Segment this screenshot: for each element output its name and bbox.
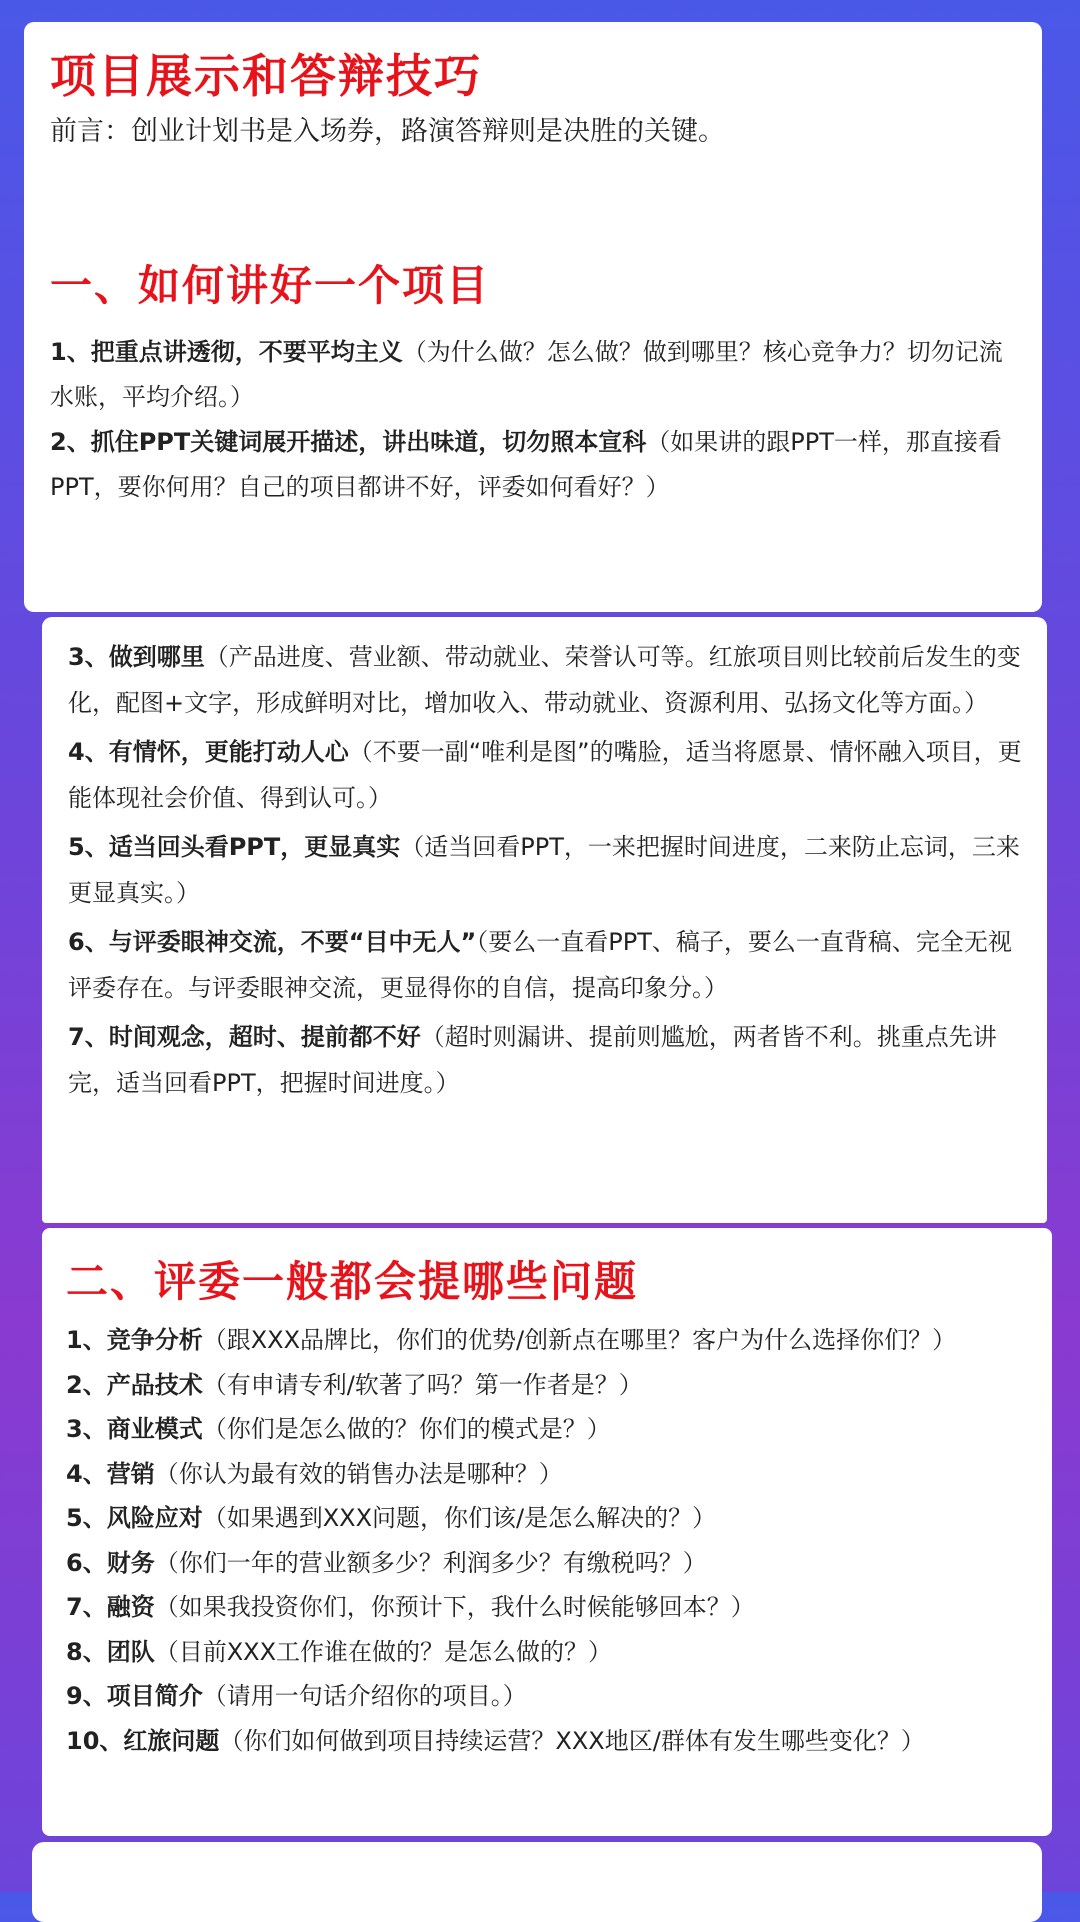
list-item: 8、团队（目前XXX工作谁在做的？是怎么做的？）: [66, 1637, 613, 1666]
list-item: 7、时间观念，超时、提前都不好（超时则漏讲、提前则尴尬，两者皆不利。挑重点先讲完，适当回看PPT，把握时间进度。）: [68, 1023, 997, 1097]
intro-text: 前言：创业计划书是入场券，路演答辩则是决胜的关键。: [50, 116, 725, 147]
card-intro: [24, 22, 1042, 612]
list-item: 10、红旅问题（你们如何做到项目持续运营？XXX地区/群体有发生哪些变化？）: [66, 1726, 925, 1755]
section-1-list: [50, 330, 1020, 510]
list-item: 7、融资（如果我投资你们，你预计下，我什么时候能够回本？）: [66, 1593, 755, 1621]
list-item: 5、风险应对（如果遇到XXX问题，你们该/是怎么解决的？）: [66, 1504, 717, 1532]
section-2-title: 二、评委一般都会提哪些问题: [66, 1257, 639, 1306]
page-title: 项目展示和答辩技巧: [50, 49, 482, 103]
list-item: 6、财务（你们一年的营业额多少？利润多少？有缴税吗？）: [66, 1548, 707, 1577]
list-item: 5、适当回头看PPT，更显真实（适当回看PPT，一来把握时间进度，二来防止忘词，三来更显真实。）: [68, 833, 1020, 907]
list-item: 4、营销（你认为最有效的销售办法是哪种？）: [66, 1459, 563, 1488]
list-item: 2、抓住PPT关键词展开描述，讲出味道，切勿照本宣科（如果讲的跟PPT一样，那直接看PPT，要你何用？自己的项目都讲不好，评委如何看好？）: [50, 428, 1002, 501]
card-judge-questions: [42, 1228, 1052, 1836]
list-item: 1、竞争分析（跟XXX品牌比，你们的优势/创新点在哪里？客户为什么选择你们？）: [66, 1326, 957, 1354]
section-2-list: [66, 1318, 1038, 1763]
section-1-list-continued: [68, 635, 1027, 1106]
card-next-partial: [32, 1842, 1042, 1922]
card-tips-continued: [42, 617, 1047, 1223]
list-item: 6、与评委眼神交流，不要“目中无人”（要么一直看PPT、稿子，要么一直背稿、完全无视评委存在。与评委眼神交流，更显得你的自信，提高印象分。）: [68, 928, 1012, 1002]
list-item: 3、商业模式（你们是怎么做的？你们的模式是？）: [66, 1415, 611, 1443]
list-item: 9、项目简介（请用一句话介绍你的项目。）: [66, 1682, 527, 1710]
list-item: 4、有情怀，更能打动人心（不要一副“唯利是图”的嘴脸，适当将愿景、情怀融入项目，更能体现社会价值、得到认可。）: [68, 738, 1022, 812]
section-1-title: 一、如何讲好一个项目: [50, 261, 491, 310]
list-item: 3、做到哪里（产品进度、营业额、带动就业、荣誉认可等。红旅项目则比较前后发生的变化，配图+文字，形成鲜明对比，增加收入、带动就业、资源利用、弘扬文化等方面。）: [68, 643, 1021, 717]
list-item: 2、产品技术（有申请专利/软著了吗？第一作者是？）: [66, 1370, 643, 1399]
list-item: 1、把重点讲透彻，不要平均主义（为什么做？怎么做？做到哪里？核心竞争力？切勿记流水账，平均介绍。）: [50, 338, 1003, 411]
